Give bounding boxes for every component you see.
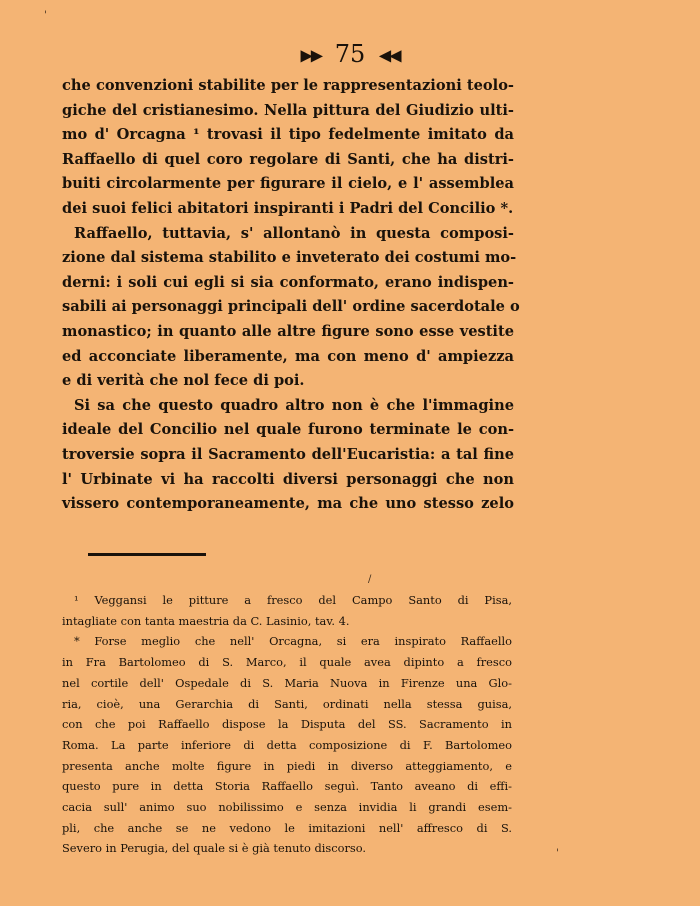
footnote-line: cacia sull' animo suo nobilissimo e senza invidia li grandi esem-	[62, 800, 512, 815]
ornament-right: ◀◀	[378, 45, 400, 65]
footnote-line: Severo in Perugia, del quale si è già tenuto discorso.	[62, 841, 367, 856]
footnotes	[62, 590, 512, 859]
footnote-line: * Forse meglio che nell' Orcagna, si era inspirato Raffaello	[74, 634, 512, 649]
stray-mark: '	[44, 10, 47, 21]
footnote-line: presenta anche molte figure in piedi in diverso atteggiamento, e	[62, 758, 512, 773]
footnote-line: ¹ Veggansi le pitture a fresco del Campo Santo di Pisa,	[74, 593, 512, 607]
text-line: zione dal sistema stabilito e inveterato dei costumi mo-	[62, 249, 517, 267]
text-line: e di verità che nol fece di poi.	[62, 372, 305, 390]
footnote-rule	[88, 553, 206, 556]
text-line: vissero contemporaneamente, ma che uno stesso zelo	[62, 495, 514, 513]
text-line: ideale del Concilio nel quale furono terminate le con-	[62, 421, 514, 439]
text-line: Raffaello di quel coro regolare di Santi, che ha distri-	[62, 150, 514, 168]
text-line: Si sa che questo quadro altro non è che l'immagine	[74, 396, 514, 414]
text-line: derni: i soli cui egli si sia conformato, erano indispen-	[62, 273, 514, 291]
page-header	[0, 40, 700, 70]
text-line: che convenzioni stabilite per le rappresentazioni teolo-	[62, 77, 514, 94]
footnote-line: con che poi Raffaello dispose la Disputa del SS. Sacramento in	[62, 717, 512, 732]
text-line: sabili ai personaggi principali dell' ordine sacerdotale o	[62, 298, 520, 316]
footnote-line: in Fra Bartolomeo di S. Marco, il quale avea dipinto a fresco	[62, 655, 512, 670]
text-line: mo d' Orcagna ¹ trovasi il tipo fedelmente imitato da	[62, 126, 514, 144]
footnote-line: intagliate con tanta maestria da C. Lasinio, tav. 4.	[62, 613, 350, 628]
footnote-line: pli, che anche se ne vedono le imitazioni nell' affresco di S.	[62, 820, 512, 835]
stray-mark: /	[368, 574, 372, 585]
text-line: troversie sopra il Sacramento dell'Eucaristia: a tal fine	[62, 445, 514, 463]
footnote-line: Roma. La parte inferiore di detta composizione di F. Bartolomeo	[62, 737, 512, 752]
text-line: Raffaello, tuttavia, s' allontanò in questa composi-	[74, 224, 514, 242]
footnote-line: questo pure in detta Storia Raffaello seguì. Tanto aveano di effi-	[62, 779, 512, 794]
text-line: giche del cristianesimo. Nella pittura del Giudizio ulti-	[62, 101, 514, 119]
stray-mark: '	[556, 848, 559, 859]
page-number: 75	[334, 40, 366, 68]
text-line: l' Urbinate vi ha raccolti diversi personaggi che non	[62, 470, 514, 488]
ornament-left: ▶▶	[300, 45, 322, 65]
text-line: ed acconciate liberamente, ma con meno d' ampiezza	[62, 347, 514, 365]
footnote-line: nel cortile dell' Ospedale di S. Maria Nuova in Firenze una Glo-	[62, 675, 512, 690]
text-line: dei suoi felici abitatori inspiranti i Padri del Concilio *.	[62, 199, 514, 217]
footnote-line: ria, cioè, una Gerarchia di Santi, ordinati nella stessa guisa,	[62, 696, 512, 711]
main-text	[62, 74, 520, 517]
text-line: buiti circolarmente per figurare il cielo, e l' assemblea	[62, 175, 514, 193]
text-line: monastico; in quanto alle altre figure sono esse vestite	[62, 322, 514, 340]
